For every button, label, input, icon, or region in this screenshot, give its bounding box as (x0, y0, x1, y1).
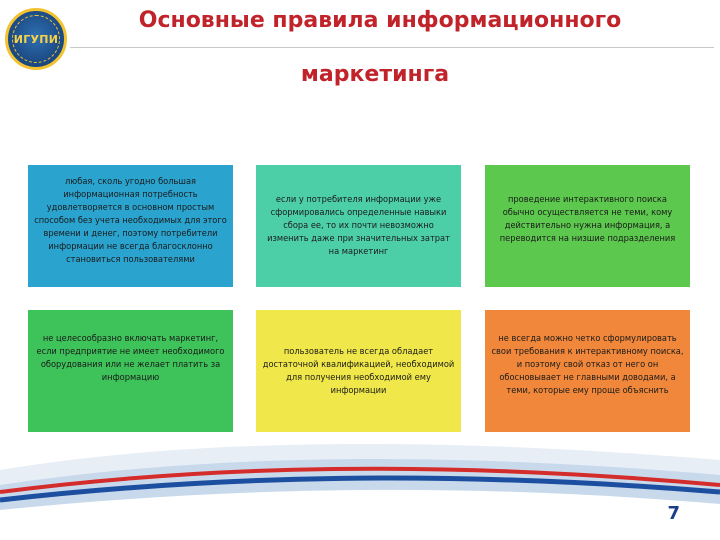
rule-box-1-text: любая, сколь угодно большая информационная потребность удовлетворяется в основном простым способом без учета необходимых для этого времени и денег, поэтому потребители информации не всегда благосклонно становиться пользователями (34, 176, 227, 265)
slide-title-line-1: Основные правила информационного (138, 8, 622, 33)
logo-text: ИГУПИ (13, 33, 59, 46)
rule-box-4 (28, 310, 233, 432)
rule-box-6-text: не всегда можно четко сформулировать свои требования к интерактивному поиска, и поэтому свой отказ от него он обосновывает не главными доводами, а теми, которые ему проще объяснить (491, 333, 684, 396)
decorative-wave-footer (0, 430, 720, 540)
title-divider (70, 47, 714, 48)
rule-box-5-text: пользователь не всегда обладает достаточной квалификацией, необходимой для получения необходимой ему информации (262, 346, 455, 396)
rule-box-3 (485, 165, 690, 287)
rule-box-2-text: если у потребителя информации уже сформировались определенные навыки сбора ее, то их почти невозможно изменить даже при значительных затрат на маркетинг (267, 194, 450, 257)
rule-box-1 (28, 165, 233, 287)
rule-box-6 (485, 310, 690, 432)
rule-box-2 (256, 165, 461, 287)
page-number: 7 (667, 503, 680, 524)
rule-box-4-text: не целесообразно включать маркетинг, если предприятие не имеет необходимого оборудования или не желает платить за информацию (36, 333, 225, 383)
rule-box-3-text: проведение интерактивного поиска обычно осуществляется не теми, кому действительно нужна информация, а переводится на низшие подразделения (499, 194, 676, 244)
slide-title-line-2: маркетинга (300, 62, 450, 87)
rule-box-5 (256, 310, 461, 432)
